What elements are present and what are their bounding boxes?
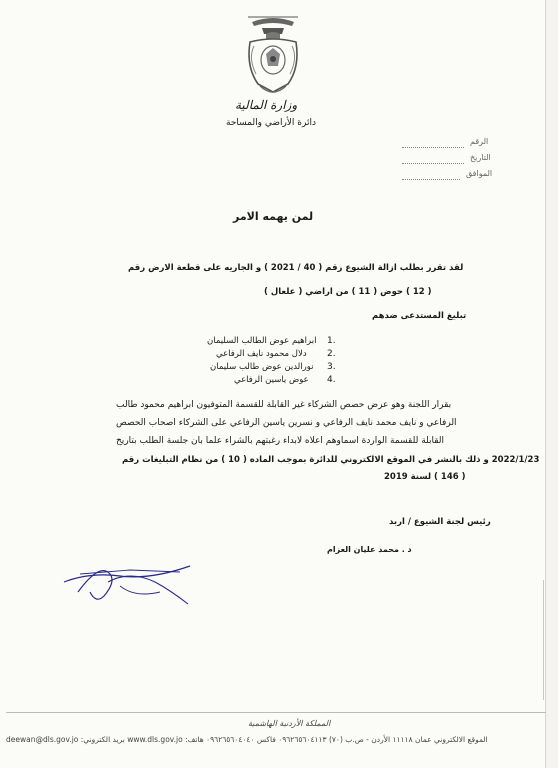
date-line: [402, 163, 464, 164]
corresponding-label: الموافق: [466, 169, 493, 178]
paragraph-line: القابلة للقسمة الواردة اسماوهم اعلاه لابداء رغبتهم بالشراء علما بان جلسة الطلب بتاريخ: [116, 436, 445, 446]
list-number: 2.: [327, 349, 336, 359]
handwritten-signature: [60, 552, 195, 607]
list-item: عوض ياسين الرفاعي: [234, 375, 309, 385]
paragraph-line: ( 146 ) لسنة 2019: [384, 472, 466, 482]
list-item: ابراهيم عوض الطالب السليمان: [207, 336, 317, 346]
date-label: التاريخ: [470, 153, 491, 162]
footer-contact: deewan@dls.gov.jo :بريد الكتروني www.dls.gov.jo :الموقع الالكتروني عمان ١١١١٨ الأردن - ص.ب (٧٠) ٠٩٦٢٦٥٦٠٤١١٣ فاكس ٠٩٦٢٦٥٦٠٤٠٤٠ هاتف: [6, 735, 488, 744]
ministry-name: وزارة المالية: [235, 98, 298, 112]
list-number: 4.: [327, 375, 336, 385]
jordan-crest-icon: [240, 12, 306, 100]
paragraph-line: بقرار اللجنة وهو عرض حصص الشركاء غير القابلة للقسمة المتوفيون ابراهيم محمود طالب: [116, 400, 452, 410]
footer-divider: [6, 712, 546, 713]
list-item: دلال محمود نايف الرفاعي: [216, 349, 307, 359]
paragraph-line: 2022/1/23 و ذلك بالنشر في الموقع الالكتروني للدائرة بموجب الماده ( 10 ) من نظام التبليغات رقم: [122, 455, 540, 465]
list-item: نورالدين عوض طالب سليمان: [210, 362, 314, 372]
letter-line-2: ( 12 ) حوض ( 11 ) من اراضي ( علعال ): [264, 287, 432, 297]
ref-number-label: الرقم: [470, 137, 489, 146]
letter-line-3: تبليغ المستدعى ضدهم: [372, 311, 467, 321]
signatory-name: د . محمد عليان العزام: [327, 545, 412, 554]
corresponding-line: [402, 179, 460, 180]
footer-kingdom: المملكة الأردنية الهاشمية: [248, 719, 331, 728]
ref-number-line: [402, 147, 464, 148]
department-name: دائرة الأراضي والمساحة: [226, 118, 316, 128]
list-number: 3.: [327, 362, 336, 372]
page-fold-mark: [543, 580, 544, 700]
letter-line-1: لقد تقرر بطلب ازالة الشيوع رقم ( 40 / 2021 ) و الجاريه على قطعة الارض رقم: [128, 263, 464, 273]
letter-heading: لمن يهمه الامر: [233, 210, 314, 223]
list-number: 1.: [327, 336, 336, 346]
signatory-title: رئيس لجنة الشيوع / اربد: [389, 517, 491, 527]
paragraph-line: الرفاعي و نايف محمد نايف الرفاعي و نسرين ياسين الرفاعي على الشركاء اصحاب الحصص: [116, 418, 457, 428]
